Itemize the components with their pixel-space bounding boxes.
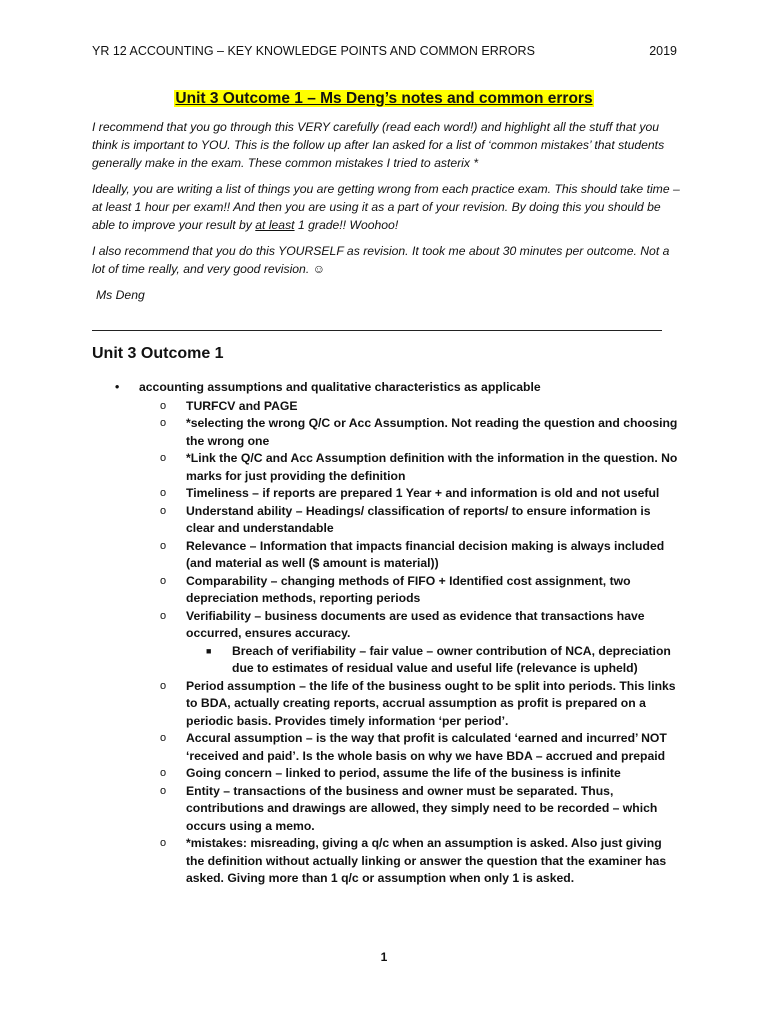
- list-item: [160, 398, 680, 416]
- header-year: 2019: [649, 44, 677, 58]
- list-item-text: Period assumption – the life of the business ought to be split into periods. This links to BDA, actually creating reports, accrual assumption as profit is prepared on a periodic basis. Provides timely information ‘per period’.: [186, 678, 676, 728]
- list-item: [115, 379, 680, 397]
- intro-paragraph-2-text: Ideally, you are writing a list of things you are getting wrong from each practice exam. This should take time – at least 1 hour per exam!! And then you are using it as a part of your revision. By doing this you should be able to improve your result by: [92, 182, 680, 232]
- list-item: [160, 415, 680, 450]
- list-item: [160, 835, 680, 888]
- circle-bullet-icon: o: [160, 609, 167, 622]
- page-header: [92, 44, 677, 58]
- divider-line: [92, 330, 662, 331]
- list-item-text: *Link the Q/C and Acc Assumption definition with the information in the question. No marks for just providing the definition: [186, 451, 678, 483]
- list-item: [160, 485, 680, 503]
- list-item-text: *selecting the wrong Q/C or Acc Assumption. Not reading the question and choosing the wrong one: [186, 416, 678, 448]
- list-item-text: Accural assumption – is the way that profit is calculated ‘earned and incurred’ NOT ‘received and paid’. Is the whole basis on why we have BDA – accrued and prepaid: [186, 731, 667, 763]
- list-item: [160, 765, 680, 783]
- circle-bullet-icon: o: [160, 504, 167, 517]
- list-item: [206, 643, 680, 678]
- circle-bullet-icon: o: [160, 679, 167, 692]
- title-block: [0, 90, 768, 108]
- circle-bullet-icon: o: [160, 399, 167, 412]
- list-item-text: Relevance – Information that impacts financial decision making is always included (and material as well ($ amount is material)): [186, 538, 665, 570]
- list-item-text: Breach of verifiability – fair value – owner contribution of NCA, depreciation due to estimates of residual value and useful life (relevance is upheld): [232, 643, 671, 675]
- list-item: [160, 503, 680, 538]
- intro-paragraph-2-end: 1 grade!! Woohoo!: [294, 218, 399, 232]
- list-item-text: Timeliness – if reports are prepared 1 Year + and information is old and not useful: [186, 486, 660, 500]
- signoff: Ms Deng: [96, 288, 145, 302]
- header-title: YR 12 ACCOUNTING – KEY KNOWLEDGE POINTS AND COMMON ERRORS: [92, 44, 535, 58]
- list-item: [160, 783, 680, 836]
- list-item: [160, 450, 680, 485]
- list-item-text: *mistakes: misreading, giving a q/c when an assumption is asked. Also just giving the definition without actually linking or answer the question that the examiner has asked. Giving more than 1 q/c or assumption when only 1 is asked.: [186, 836, 667, 885]
- page-number: 1: [380, 950, 388, 964]
- underlined-phrase: at least: [255, 218, 295, 232]
- circle-bullet-icon: o: [160, 539, 167, 552]
- sub-list: [160, 398, 680, 888]
- circle-bullet-icon: o: [160, 417, 167, 429]
- list-item-text: Entity – transactions of the business and owner must be separated. Thus, contributions and drawings are allowed, they simply need to be recorded – which occurs using a memo.: [186, 783, 658, 833]
- square-bullet-icon: ■: [206, 645, 212, 656]
- list-item-text: accounting assumptions and qualitative characteristics as applicable: [139, 380, 541, 394]
- circle-bullet-icon: o: [160, 784, 167, 797]
- bullet-dot-icon: •: [115, 380, 120, 394]
- section-heading: Unit 3 Outcome 1: [92, 345, 224, 362]
- circle-bullet-icon: o: [160, 732, 167, 744]
- list-item-text: TURFCV and PAGE: [186, 398, 298, 413]
- notes-list: [115, 379, 680, 888]
- list-item-text: Comparability – changing methods of FIFO + Identified cost assignment, two depreciation methods, reporting periods: [186, 573, 631, 605]
- list-item: [160, 573, 680, 608]
- intro-paragraph-1: I recommend that you go through this VERY carefully (read each word!) and highlight all the stuff that you think is important to YOU. This is the follow up after Ian asked for a list of ‘common mistakes’ that students generally make in the exam. These common mistakes I tried to asterix *: [92, 120, 665, 170]
- list-item: [160, 608, 680, 643]
- circle-bullet-icon: o: [160, 767, 167, 779]
- list-item: [160, 538, 680, 573]
- intro-paragraph-3: I also recommend that you do this YOURSELF as revision. It took me about 30 minutes per outcome. Not a lot of time really, and very good revision. ☺: [92, 244, 670, 276]
- list-item: [160, 678, 680, 731]
- sub-sub-list: [206, 643, 680, 678]
- intro-paragraph-2: [92, 180, 680, 234]
- list-item-text: Understand ability – Headings/ classification of reports/ to ensure information is clear and understandable: [186, 503, 651, 535]
- circle-bullet-icon: o: [160, 452, 167, 464]
- list-item: [160, 730, 680, 765]
- document-title: Unit 3 Outcome 1 – Ms Deng’s notes and common errors: [175, 90, 593, 107]
- list-item-text: Going concern – linked to period, assume the life of the business is infinite: [186, 766, 621, 780]
- circle-bullet-icon: o: [160, 574, 167, 587]
- circle-bullet-icon: o: [160, 487, 167, 499]
- intro-notes: [92, 118, 680, 312]
- list-item-text: Verifiability – business documents are used as evidence that transactions have occurred, ensures accuracy.: [186, 608, 645, 640]
- circle-bullet-icon: o: [160, 837, 167, 849]
